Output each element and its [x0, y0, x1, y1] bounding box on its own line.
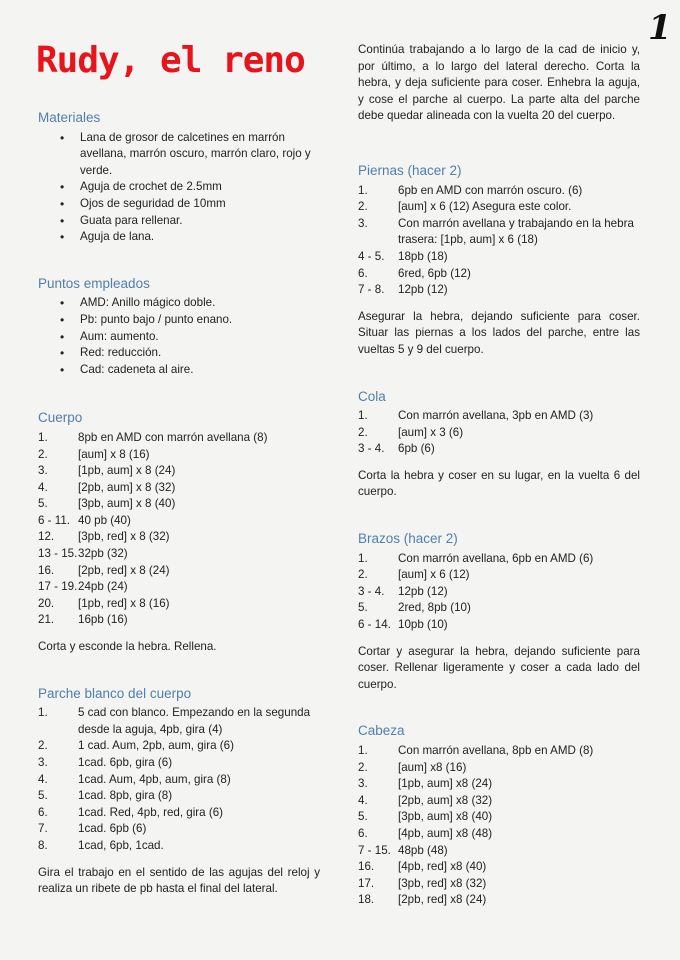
step-row: [38, 513, 320, 530]
cabeza-heading: Cabeza: [358, 723, 405, 739]
step-number: 6.: [358, 266, 368, 280]
step-number: 1.: [358, 409, 368, 423]
step-number: 4.: [38, 480, 48, 494]
list-item: • AMD: Anillo mágico doble.: [60, 295, 320, 312]
step-text: [aum] x8 (16): [398, 760, 467, 774]
cuerpo-note: Corta y esconde la hebra. Rellena.: [38, 640, 217, 654]
list-item: • Ojos de seguridad de 10mm: [60, 196, 320, 213]
step-number: 2.: [38, 447, 48, 461]
step-number: 7 - 15.: [358, 843, 391, 857]
step-row: [38, 821, 320, 838]
right-column: [358, 42, 640, 909]
step-row: [358, 809, 640, 826]
step-number: 1.: [358, 183, 368, 197]
step-number: 6 - 14.: [358, 618, 391, 632]
step-number: 2.: [358, 760, 368, 774]
list-item: • Aum: aumento.: [60, 329, 320, 346]
parche-note: Gira el trabajo en el sentido de las agujas del reloj y realiza un ribete de pb hasta el final del lateral.: [38, 865, 320, 896]
step-number: 3.: [358, 216, 368, 230]
step-number: 5.: [38, 497, 48, 511]
step-number: 3.: [38, 756, 48, 769]
step-row: [358, 282, 640, 299]
puntos-list: [38, 295, 320, 378]
step-row: [38, 563, 320, 580]
step-row: [358, 567, 640, 584]
step-text: Con marrón avellana, 3pb en AMD (3): [398, 409, 594, 423]
step-text: 1cad. 6pb, gira (6): [78, 756, 173, 769]
cola-heading: Cola: [358, 388, 386, 404]
cuerpo-heading: Cuerpo: [38, 410, 83, 426]
step-row: [38, 496, 320, 513]
left-column: [38, 110, 320, 898]
step-number: 3 - 4.: [358, 442, 385, 456]
step-row: [358, 584, 640, 601]
step-text: 12pb (12): [398, 584, 448, 598]
piernas-steps: [358, 183, 640, 299]
step-row: [358, 826, 640, 843]
list-item: • Pb: punto bajo / punto enano.: [60, 312, 320, 329]
step-number: 16.: [358, 860, 375, 874]
list-item: • Aguja de crochet de 2.5mm: [60, 179, 320, 196]
step-text: [2pb, red] x8 (24): [398, 893, 487, 907]
step-number: 5.: [358, 810, 368, 824]
cuerpo-steps: [38, 430, 320, 629]
step-text: [1pb, aum] x 8 (24): [78, 464, 176, 478]
step-text: [aum] x 3 (6): [398, 425, 464, 439]
step-number: 4.: [38, 772, 48, 786]
step-text: [4pb, aum] x8 (48): [398, 826, 493, 840]
step-text: 32pb (32): [78, 547, 128, 561]
step-number: 2.: [358, 425, 368, 439]
step-row: [358, 216, 640, 249]
step-text: [2pb, aum] x 8 (32): [78, 480, 176, 494]
step-text: 48pb (48): [398, 843, 448, 857]
step-number: 1.: [358, 744, 368, 757]
step-row: [38, 788, 320, 805]
page-number: 1: [648, 8, 672, 48]
piernas-section: [358, 163, 640, 359]
step-text: [2pb, red] x 8 (24): [78, 563, 170, 577]
parche-steps: [38, 705, 320, 854]
step-text: 12pb (12): [398, 283, 448, 297]
step-text: [aum] x 8 (16): [78, 447, 150, 461]
materiales-list: [38, 130, 320, 246]
step-text: Con marrón avellana, 8pb en AMD (8): [398, 744, 594, 757]
step-row: [358, 743, 640, 760]
puntos-section: [38, 276, 320, 379]
step-number: 7.: [38, 822, 48, 836]
step-text: 18pb (18): [398, 249, 448, 263]
step-row: [358, 776, 640, 793]
step-row: [358, 425, 640, 442]
step-text: 16pb (16): [78, 613, 128, 627]
step-text: 5 cad con blanco. Empezando en la segunda desde la aguja, 4pb, gira (4): [78, 706, 311, 736]
brazos-heading: Brazos (hacer 2): [358, 531, 458, 547]
step-number: 4 - 5.: [358, 249, 385, 263]
step-row: [358, 859, 640, 876]
step-row: [38, 805, 320, 822]
step-row: [358, 199, 640, 216]
parche-continuation: Continúa trabajando a lo largo de la cad de inicio y, por último, a lo largo del lateral derecho. Corta la hebra, y deja suficiente para coser. Enhebra la aguja, y cose el parche al cuerpo. La parte alta del parche debe quedar alineada con la vuelta 20 del cuerpo.: [358, 43, 640, 123]
cuerpo-section: [38, 410, 320, 655]
page-title: Rudy, el reno: [36, 40, 305, 81]
step-text: 6pb en AMD con marrón oscuro. (6): [398, 183, 583, 197]
step-text: 24pb (24): [78, 580, 128, 594]
step-row: [38, 838, 320, 855]
list-item: • Aguja de lana.: [60, 229, 320, 246]
step-text: Con marrón avellana, 6pb en AMD (6): [398, 551, 594, 565]
step-number: 3.: [358, 777, 368, 791]
parche-heading: Parche blanco del cuerpo: [38, 685, 192, 701]
step-row: [358, 892, 640, 909]
step-text: 1 cad. Aum, 2pb, aum, gira (6): [78, 739, 234, 753]
list-item: • Guata para rellenar.: [60, 213, 320, 230]
step-number: 6 - 11.: [38, 513, 71, 527]
step-row: [38, 738, 320, 755]
step-row: [358, 793, 640, 810]
step-number: 8.: [38, 838, 48, 852]
step-number: 5.: [38, 789, 48, 803]
step-row: [358, 760, 640, 777]
step-row: [358, 876, 640, 893]
step-number: 1.: [358, 551, 368, 565]
step-text: [aum] x 6 (12): [398, 568, 470, 582]
list-item: • Cad: cadeneta al aire.: [60, 362, 320, 379]
step-text: 6red, 6pb (12): [398, 266, 471, 280]
piernas-note: Asegurar la hebra, dejando suficiente para coser. Situar las piernas a los lados del parche, entre las vueltas 5 y 9 del cuerpo.: [358, 309, 640, 356]
step-text: [3pb, aum] x8 (40): [398, 810, 493, 824]
cola-note: Corta la hebra y coser en su lugar, en la vuelta 6 del cuerpo.: [358, 468, 640, 499]
step-row: [38, 772, 320, 789]
step-row: [38, 480, 320, 497]
step-text: [2pb, aum] x8 (32): [398, 793, 493, 807]
step-text: [3pb, red] x8 (32): [398, 876, 487, 890]
step-text: [aum] x 6 (12) Asegura este color.: [398, 200, 572, 214]
step-number: 16.: [38, 563, 55, 577]
step-text: [3pb, red] x 8 (32): [78, 530, 170, 544]
step-row: [38, 430, 320, 447]
step-number: 3.: [38, 464, 48, 478]
step-text: 10pb (10): [398, 618, 448, 632]
step-row: [38, 705, 320, 738]
cabeza-section: [358, 723, 640, 909]
step-number: 17.: [358, 876, 375, 890]
step-row: [38, 579, 320, 596]
cola-section: [358, 389, 640, 502]
step-text: Con marrón avellana y trabajando en la hebra trasera: [1pb, aum] x 6 (18): [398, 216, 634, 247]
step-text: 2red, 8pb (10): [398, 601, 471, 615]
step-text: 1cad. 6pb (6): [78, 822, 147, 836]
step-row: [358, 249, 640, 266]
step-text: 1cad. Red, 4pb, red, gira (6): [78, 805, 224, 819]
step-text: 6pb (6): [398, 442, 435, 456]
step-text: 1cad, 6pb, 1cad.: [78, 838, 164, 852]
step-number: 3 - 4.: [358, 584, 385, 598]
puntos-heading: Puntos empleados: [38, 275, 150, 291]
step-number: 6.: [38, 805, 48, 819]
step-text: 8pb en AMD con marrón avellana (8): [78, 430, 268, 444]
step-text: 1cad. Aum, 4pb, aum, gira (8): [78, 772, 231, 786]
list-item: • Red: reducción.: [60, 345, 320, 362]
step-row: [358, 183, 640, 200]
parche-section: [38, 686, 320, 898]
step-text: [1pb, aum] x8 (24): [398, 777, 493, 791]
step-number: 4.: [358, 793, 368, 807]
brazos-note: Cortar y asegurar la hebra, dejando suficiente para coser. Rellenar ligeramente y coser a cada lado del cuerpo.: [358, 644, 640, 691]
step-number: 12.: [38, 530, 55, 544]
brazos-section: [358, 531, 640, 693]
step-row: [38, 546, 320, 563]
cola-steps: [358, 408, 640, 458]
step-number: 7 - 8.: [358, 283, 385, 297]
cabeza-steps: [358, 743, 640, 909]
materiales-heading: Materiales: [38, 110, 101, 125]
step-row: [358, 266, 640, 283]
step-text: 40 pb (40): [78, 513, 131, 527]
step-number: 13 - 15.: [38, 547, 78, 561]
materiales-section: [38, 110, 320, 246]
step-number: 20.: [38, 596, 55, 610]
step-row: [358, 843, 640, 860]
step-row: [358, 408, 640, 425]
step-text: [4pb, red] x8 (40): [398, 860, 487, 874]
step-text: [3pb, aum] x 8 (40): [78, 497, 176, 511]
piernas-heading: Piernas (hacer 2): [358, 162, 462, 178]
step-number: 18.: [358, 893, 375, 907]
step-row: [38, 447, 320, 464]
step-row: [358, 617, 640, 634]
step-row: [38, 755, 320, 772]
step-number: 2.: [38, 739, 48, 753]
brazos-steps: [358, 551, 640, 634]
step-number: 21.: [38, 613, 55, 627]
list-item: • Lana de grosor de calcetines en marrón avellana, marrón oscuro, marrón claro, rojo y verde.: [60, 130, 320, 180]
step-number: 17 - 19.: [38, 580, 78, 594]
step-row: [358, 551, 640, 568]
step-number: 1.: [38, 706, 48, 720]
step-number: 5.: [358, 601, 368, 615]
step-row: [38, 463, 320, 480]
step-text: [1pb, red] x 8 (16): [78, 596, 170, 610]
step-number: 1.: [38, 430, 48, 444]
step-number: 2.: [358, 200, 368, 214]
step-row: [358, 441, 640, 458]
step-row: [38, 596, 320, 613]
step-row: [358, 600, 640, 617]
step-number: 2.: [358, 568, 368, 582]
step-row: [38, 612, 320, 629]
step-number: 6.: [358, 826, 368, 840]
step-row: [38, 529, 320, 546]
step-text: 1cad. 8pb, gira (8): [78, 789, 173, 803]
